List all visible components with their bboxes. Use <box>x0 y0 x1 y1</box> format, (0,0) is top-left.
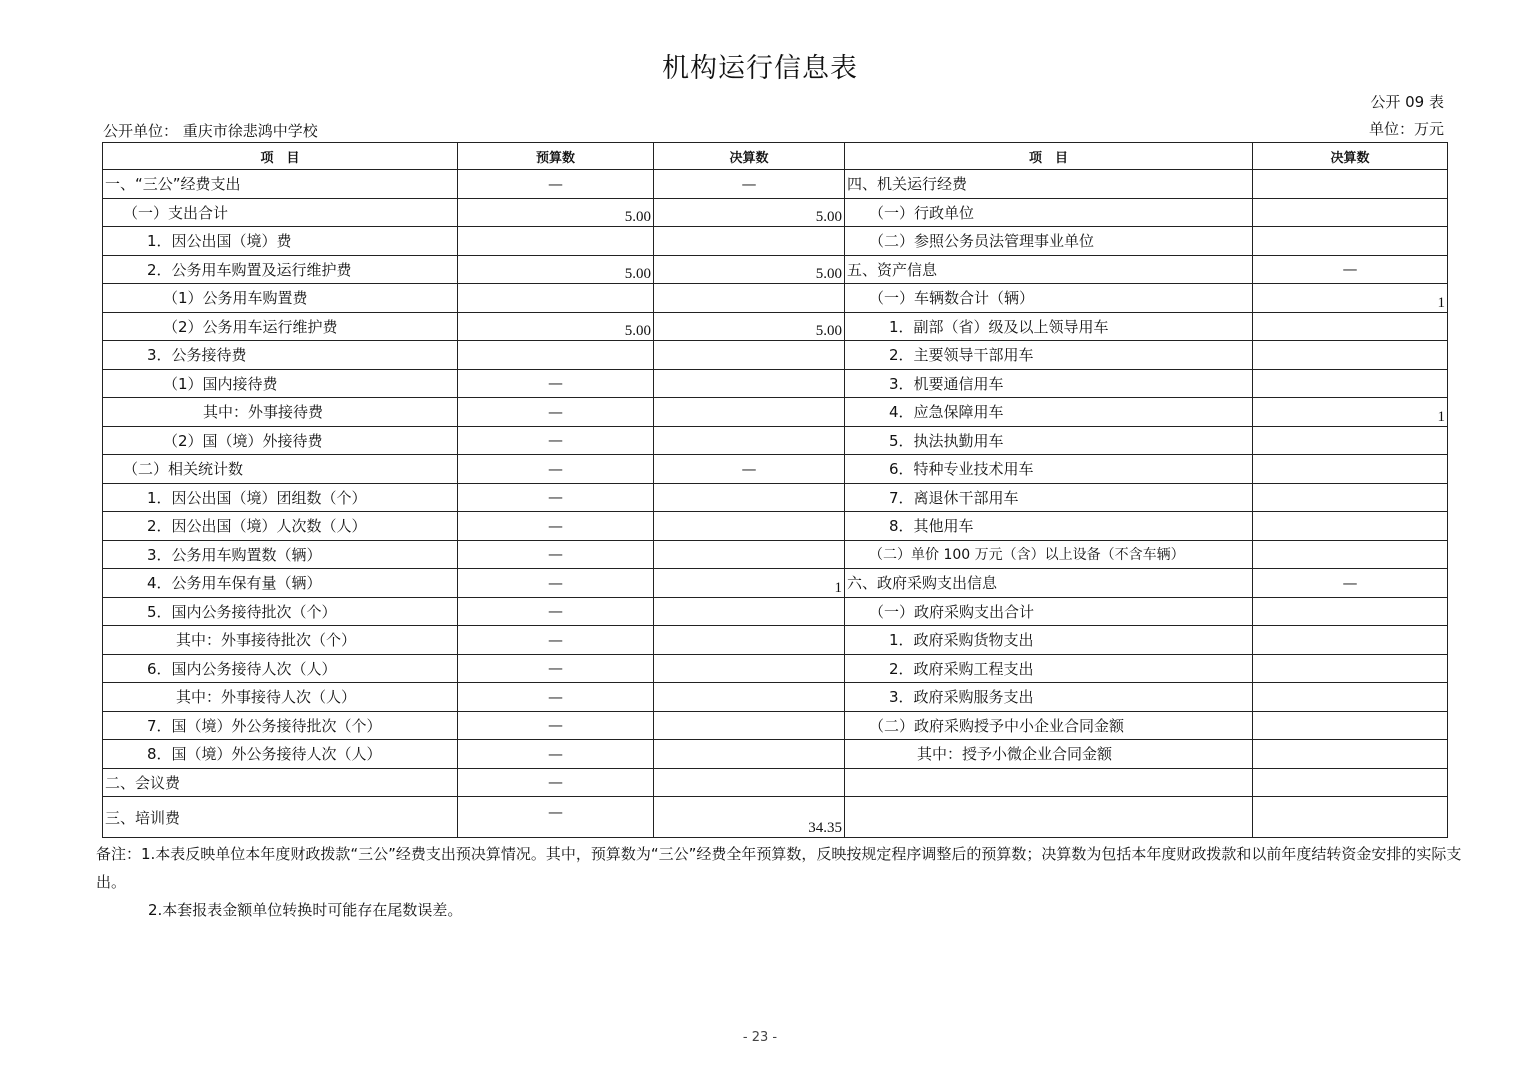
row-label: 其中：外事接待费 <box>103 398 458 427</box>
table-row <box>103 797 1448 838</box>
currency-unit: 单位：万元 <box>1368 120 1444 138</box>
right-final-cell: 1 <box>1253 398 1448 427</box>
final-cell: 5.00 <box>654 312 845 341</box>
budget-cell: — <box>458 398 654 427</box>
row-label: （一）支出合计 <box>103 198 458 227</box>
final-cell <box>654 426 845 455</box>
row-label: 5．国内公务接待批次（个） <box>103 597 458 626</box>
right-label: 5．执法执勤用车 <box>845 426 1253 455</box>
right-label: 四、机关运行经费 <box>845 170 1253 199</box>
header-item-right: 项 目 <box>845 143 1253 170</box>
row-label: 其中：外事接待批次（个） <box>103 626 458 655</box>
budget-cell: — <box>458 740 654 769</box>
right-label: 六、政府采购支出信息 <box>845 569 1253 598</box>
final-cell <box>654 711 845 740</box>
row-label: 7．国（境）外公务接待批次（个） <box>103 711 458 740</box>
right-final-cell <box>1253 683 1448 712</box>
row-label: 其中：外事接待人次（人） <box>103 683 458 712</box>
row-label: （2）公务用车运行维护费 <box>103 312 458 341</box>
right-label: 2．政府采购工程支出 <box>845 654 1253 683</box>
budget-cell: — <box>458 597 654 626</box>
table-row <box>103 369 1448 398</box>
right-final-cell: — <box>1253 569 1448 598</box>
right-final-cell: 1 <box>1253 284 1448 313</box>
right-label: （一）政府采购支出合计 <box>845 597 1253 626</box>
table-row <box>103 597 1448 626</box>
right-final-cell: — <box>1253 255 1448 284</box>
final-cell: — <box>654 455 845 484</box>
budget-cell: — <box>458 797 654 838</box>
table-row <box>103 512 1448 541</box>
budget-cell: — <box>458 483 654 512</box>
note-line-2: 2.本套报表金额单位转换时可能存在尾数误差。 <box>148 901 463 919</box>
row-label: 1．因公出国（境）费 <box>103 227 458 256</box>
form-number: 公开 09 表 <box>1370 93 1444 111</box>
right-final-cell <box>1253 312 1448 341</box>
right-final-cell <box>1253 597 1448 626</box>
final-cell: — <box>654 170 845 199</box>
final-cell <box>654 227 845 256</box>
final-cell <box>654 597 845 626</box>
budget-cell: 5.00 <box>458 255 654 284</box>
right-label: 3．机要通信用车 <box>845 369 1253 398</box>
table-row <box>103 312 1448 341</box>
row-label: （二）相关统计数 <box>103 455 458 484</box>
budget-cell: — <box>458 711 654 740</box>
table-row <box>103 626 1448 655</box>
final-cell <box>654 768 845 797</box>
row-label: 8．国（境）外公务接待人次（人） <box>103 740 458 769</box>
final-cell <box>654 683 845 712</box>
right-final-cell <box>1253 740 1448 769</box>
right-final-cell <box>1253 768 1448 797</box>
right-final-cell <box>1253 426 1448 455</box>
table-row <box>103 426 1448 455</box>
right-final-cell <box>1253 483 1448 512</box>
final-cell <box>654 341 845 370</box>
right-final-cell <box>1253 711 1448 740</box>
final-cell: 1 <box>654 569 845 598</box>
right-final-cell <box>1253 341 1448 370</box>
final-cell <box>654 369 845 398</box>
final-cell <box>654 540 845 569</box>
row-label: （1）国内接待费 <box>103 369 458 398</box>
budget-cell: — <box>458 540 654 569</box>
right-final-cell <box>1253 797 1448 838</box>
row-label: 2．因公出国（境）人次数（人） <box>103 512 458 541</box>
final-cell <box>654 512 845 541</box>
right-final-cell <box>1253 198 1448 227</box>
right-final-cell <box>1253 654 1448 683</box>
final-cell <box>654 284 845 313</box>
row-label: 3．公务接待费 <box>103 341 458 370</box>
budget-cell: 5.00 <box>458 198 654 227</box>
right-label: （二）单价 100 万元（含）以上设备（不含车辆） <box>845 540 1253 569</box>
note-line-1: 备注：1.本表反映单位本年度财政拨款“三公”经费支出预决算情况。其中，预算数为“三公”经费全年预算数，反映按规定程序调整后的预算数；决算数为包括本年度财政拨款和以前年度结转资金安排的实际支出。 <box>96 845 1462 891</box>
right-label <box>845 797 1253 838</box>
budget-cell: — <box>458 654 654 683</box>
right-label: 其中：授予小微企业合同金额 <box>845 740 1253 769</box>
table-row <box>103 654 1448 683</box>
table-row <box>103 255 1448 284</box>
budget-cell: — <box>458 512 654 541</box>
right-final-cell <box>1253 455 1448 484</box>
budget-cell <box>458 341 654 370</box>
right-label: 7．离退休干部用车 <box>845 483 1253 512</box>
budget-cell: — <box>458 426 654 455</box>
right-label: （一）行政单位 <box>845 198 1253 227</box>
table-row <box>103 711 1448 740</box>
budget-cell: 5.00 <box>458 312 654 341</box>
right-label: 4．应急保障用车 <box>845 398 1253 427</box>
final-cell: 5.00 <box>654 255 845 284</box>
final-cell <box>654 398 845 427</box>
header-budget: 预算数 <box>458 143 654 170</box>
notes <box>96 840 1486 924</box>
page-title: 机构运行信息表 <box>662 53 858 84</box>
right-final-cell <box>1253 512 1448 541</box>
right-label: （二）政府采购授予中小企业合同金额 <box>845 711 1253 740</box>
table-row <box>103 455 1448 484</box>
final-cell <box>654 740 845 769</box>
table-row <box>103 569 1448 598</box>
table-row <box>103 483 1448 512</box>
budget-cell: — <box>458 455 654 484</box>
table-row <box>103 540 1448 569</box>
table-row <box>103 398 1448 427</box>
right-label: 五、资产信息 <box>845 255 1253 284</box>
unit-line <box>103 118 1444 140</box>
row-label: 2．公务用车购置及运行维护费 <box>103 255 458 284</box>
row-label: 一、“三公”经费支出 <box>103 170 458 199</box>
header-row <box>103 143 1448 170</box>
row-label: 1．因公出国（境）团组数（个） <box>103 483 458 512</box>
row-label: 三、培训费 <box>103 797 458 838</box>
final-cell <box>654 483 845 512</box>
table-row <box>103 284 1448 313</box>
budget-cell: — <box>458 768 654 797</box>
right-label: （二）参照公务员法管理事业单位 <box>845 227 1253 256</box>
header-final: 决算数 <box>654 143 845 170</box>
table-row <box>103 683 1448 712</box>
row-label: 6．国内公务接待人次（人） <box>103 654 458 683</box>
right-label: 6．特种专业技术用车 <box>845 455 1253 484</box>
table-row <box>103 170 1448 199</box>
table-row <box>103 198 1448 227</box>
page-number: - 23 - <box>742 1030 778 1045</box>
budget-cell: — <box>458 170 654 199</box>
final-cell: 5.00 <box>654 198 845 227</box>
right-label: 1．政府采购货物支出 <box>845 626 1253 655</box>
right-final-cell <box>1253 369 1448 398</box>
budget-cell <box>458 227 654 256</box>
table-row <box>103 740 1448 769</box>
header-item: 项 目 <box>103 143 458 170</box>
right-label: 3．政府采购服务支出 <box>845 683 1253 712</box>
right-label: 2．主要领导干部用车 <box>845 341 1253 370</box>
right-final-cell <box>1253 626 1448 655</box>
budget-cell: — <box>458 369 654 398</box>
right-label: （一）车辆数合计（辆） <box>845 284 1253 313</box>
row-label: （1）公务用车购置费 <box>103 284 458 313</box>
final-cell <box>654 626 845 655</box>
table-row <box>103 227 1448 256</box>
header-final-right: 决算数 <box>1253 143 1448 170</box>
final-cell: 34.35 <box>654 797 845 838</box>
table-row <box>103 341 1448 370</box>
right-label: 1．副部（省）级及以上领导用车 <box>845 312 1253 341</box>
row-label: 二、会议费 <box>103 768 458 797</box>
final-cell <box>654 654 845 683</box>
info-table <box>102 142 1448 838</box>
row-label: 4．公务用车保有量（辆） <box>103 569 458 598</box>
right-final-cell <box>1253 170 1448 199</box>
reporting-unit: 公开单位： 重庆市徐悲鸿中学校 <box>103 122 318 140</box>
right-final-cell <box>1253 540 1448 569</box>
budget-cell: — <box>458 683 654 712</box>
right-label <box>845 768 1253 797</box>
row-label: （2）国（境）外接待费 <box>103 426 458 455</box>
table-row <box>103 768 1448 797</box>
right-final-cell <box>1253 227 1448 256</box>
budget-cell: — <box>458 626 654 655</box>
budget-cell <box>458 284 654 313</box>
row-label: 3．公务用车购置数（辆） <box>103 540 458 569</box>
right-label: 8．其他用车 <box>845 512 1253 541</box>
budget-cell: — <box>458 569 654 598</box>
